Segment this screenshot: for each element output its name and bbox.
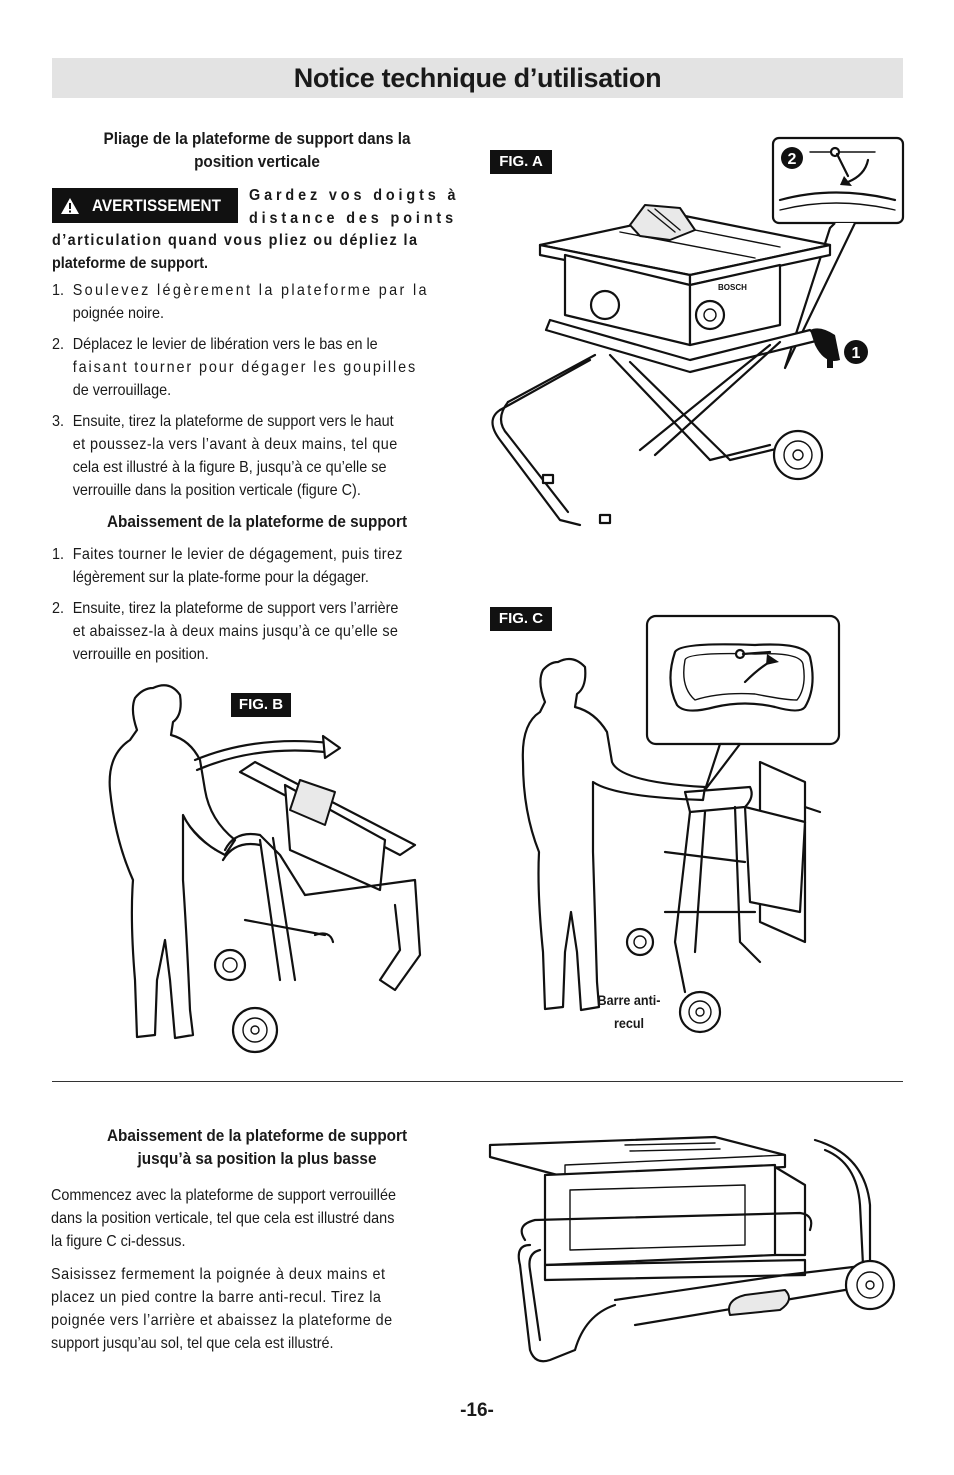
paragraph-line: placez un pied contre la barre anti-recul. Tirez la bbox=[51, 1289, 382, 1306]
warning-triangle-icon bbox=[60, 197, 80, 215]
callout-box bbox=[647, 616, 839, 744]
step-line: Soulevez légèrement la plateforme par la bbox=[72, 282, 429, 299]
fig-c-label: FIG. C bbox=[490, 607, 552, 631]
section-heading-abaissement: Abaissement de la plateforme de support bbox=[106, 512, 408, 531]
warning-text-right bbox=[249, 184, 461, 230]
step-line: Ensuite, tirez la plateforme de support vers l’arrière bbox=[72, 600, 399, 617]
list-item bbox=[52, 410, 463, 510]
step-number: 3. bbox=[52, 413, 65, 430]
warning-badge bbox=[52, 188, 238, 223]
warning-text-bottom bbox=[52, 229, 463, 275]
step-number: 1. bbox=[52, 282, 65, 299]
heading-line: position verticale bbox=[194, 152, 320, 171]
list-item bbox=[52, 333, 463, 410]
paragraph-line: Saisissez fermement la poignée à deux mains et bbox=[51, 1266, 386, 1283]
section-heading-pliage bbox=[73, 127, 442, 173]
step-line: verrouille dans la position verticale (figure C). bbox=[72, 482, 361, 499]
callout-1-number: 1 bbox=[851, 345, 861, 362]
step-number: 2. bbox=[52, 600, 65, 617]
section-divider bbox=[52, 1081, 903, 1082]
barre-anti-recul-label bbox=[592, 989, 666, 1035]
step-line: et poussez-la vers l’avant à deux mains, tel que bbox=[72, 436, 398, 453]
list-item bbox=[52, 597, 463, 674]
page-number: -16- bbox=[460, 1400, 494, 1421]
paragraph-line: dans la position verticale, tel que cela est illustré dans bbox=[51, 1210, 395, 1227]
heading-line: Abaissement de la plateforme de support bbox=[106, 1126, 408, 1145]
warning-label: AVERTISSEMENT bbox=[92, 196, 221, 215]
step-line: Faites tourner le levier de dégagement, puis tirez bbox=[72, 546, 403, 563]
step-line: faisant tourner pour dégager les goupilles bbox=[72, 359, 418, 376]
step-number: 1. bbox=[52, 546, 65, 563]
paragraph-line: Commencez avec la plateforme de support verrouillée bbox=[51, 1187, 396, 1204]
fig-c-illustration bbox=[515, 612, 845, 1042]
wheel bbox=[774, 431, 822, 479]
wheel bbox=[846, 1261, 894, 1309]
step-number: 2. bbox=[52, 336, 65, 353]
list-item bbox=[52, 279, 463, 333]
step-line: et abaissez-la à deux mains jusqu’à ce qu’elle se bbox=[72, 623, 399, 640]
step-line: verrouille en position. bbox=[72, 646, 209, 663]
step-line: cela est illustré à la figure B, jusqu’à ce qu’elle se bbox=[72, 459, 387, 476]
step-line: Déplacez le levier de libération vers le bas en le bbox=[72, 336, 378, 353]
paragraph-line: support jusqu’au sol, tel que cela est illustré. bbox=[51, 1335, 334, 1352]
wheel bbox=[233, 1008, 277, 1052]
section-heading-position-basse bbox=[73, 1124, 442, 1170]
fig-b-illustration bbox=[95, 680, 435, 1060]
heading-line: Pliage de la plateforme de support dans la bbox=[103, 129, 411, 148]
brand-label: BOSCH bbox=[718, 283, 747, 292]
paragraph-2 bbox=[51, 1263, 465, 1355]
step-line: de verrouillage. bbox=[72, 382, 172, 399]
person-figure bbox=[110, 685, 235, 1038]
page-title: Notice technique d’utilisation bbox=[293, 63, 662, 93]
heading-line: jusqu’à sa position la plus basse bbox=[137, 1149, 377, 1168]
fig-a-illustration bbox=[480, 130, 910, 550]
paragraph-line: la figure C ci-dessus. bbox=[51, 1233, 186, 1250]
step-line: Ensuite, tirez la plateforme de support vers le haut bbox=[72, 413, 394, 430]
callout-pointer bbox=[705, 744, 740, 790]
lowered-stand-illustration bbox=[485, 1125, 905, 1375]
step-line: poignée noire. bbox=[72, 305, 164, 322]
warning-line: d’articulation quand vous pliez ou dépliez la bbox=[52, 232, 419, 249]
warning-line: Gardez vos doigts à bbox=[249, 187, 460, 204]
steps-pliage bbox=[52, 279, 463, 510]
label-line: Barre anti- bbox=[597, 992, 661, 1008]
callout-2-number: 2 bbox=[787, 151, 797, 168]
wheel bbox=[680, 992, 720, 1032]
fig-b-label: FIG. B bbox=[231, 693, 291, 717]
steps-abaissement bbox=[52, 543, 463, 674]
paragraph-line: poignée vers l’arrière et abaissez la plateforme de bbox=[51, 1312, 393, 1329]
label-line: recul bbox=[613, 1015, 645, 1031]
warning-line: distance des points bbox=[249, 210, 457, 227]
fig-a-label: FIG. A bbox=[490, 150, 552, 174]
list-item bbox=[52, 543, 463, 597]
step-line: légèrement sur la plate-forme pour la dégager. bbox=[72, 569, 369, 586]
warning-line: plateforme de support. bbox=[52, 255, 209, 272]
paragraph-1 bbox=[51, 1184, 465, 1253]
